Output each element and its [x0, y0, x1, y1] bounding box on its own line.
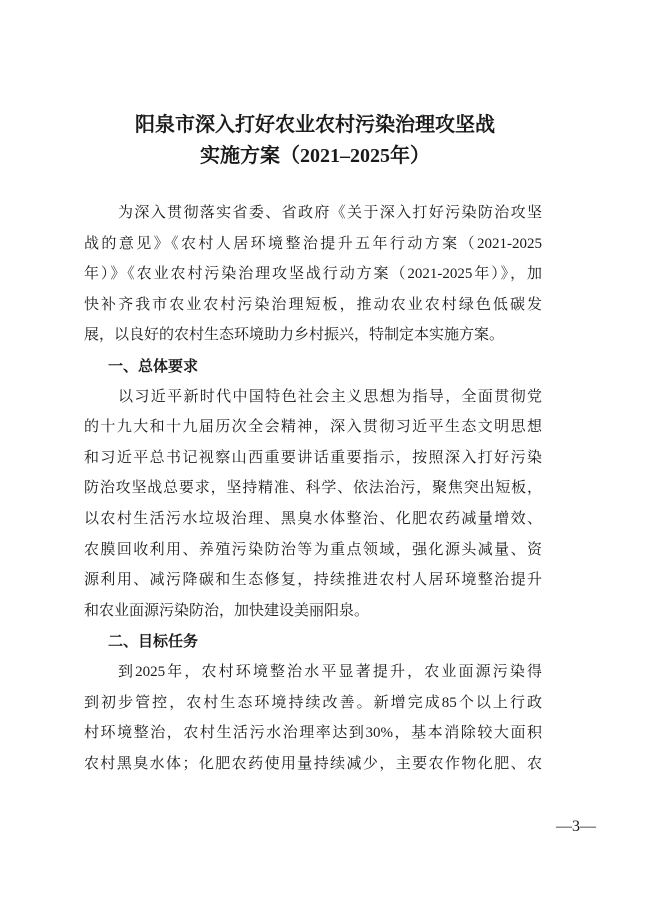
text-line: 到初步管控，农村生态环境持续改善。新增完成85个以上行政 — [84, 694, 542, 711]
document-title-line1: 阳泉市深入打好农业农村污染治理攻坚战 — [135, 114, 495, 136]
page-number: —3— — [556, 818, 596, 835]
text-line: 村环境整治，农村生活污水治理率达到30%，基本消除较大面积 — [84, 725, 542, 742]
text-line: 以农村生活污水垃圾治理、黑臭水体整治、化肥农药减量增效、 — [84, 510, 542, 527]
document-body — [84, 198, 542, 779]
text-line: 源利用、减污降碳和生态修复，持续推进农村人居环境整治提升 — [84, 572, 542, 589]
text-line: 农村黑臭水体；化肥农药使用量持续减少，主要农作物化肥、农 — [84, 755, 542, 772]
text-line: 战的意见》《农村人居环境整治提升五年行动方案（2021-2025 — [84, 235, 542, 252]
text-line: 展，以良好的农村生态环境助力乡村振兴，特制定本实施方案。 — [84, 327, 505, 344]
text-line: 以习近平新时代中国特色社会主义思想为指导，全面贯彻党 — [118, 388, 542, 405]
text-line: 防治攻坚战总要求，坚持精准、科学、依法治污，聚焦突出短板， — [84, 480, 542, 497]
section-heading-general-requirements: 一、总体要求 — [108, 356, 199, 375]
document-title-line2: 实施方案（2021–2025年） — [200, 145, 430, 167]
text-line: 年）》《农业农村污染治理攻坚战行动方案（2021-2025年）》，加 — [84, 266, 542, 283]
text-line: 的十九大和十九届历次全会精神，深入贯彻习近平生态文明思想 — [84, 419, 542, 436]
text-line: 到2025年，农村环境整治水平显著提升，农业面源污染得 — [118, 663, 542, 680]
text-line: 为深入贯彻落实省委、省政府《关于深入打好污染防治攻坚 — [118, 205, 542, 221]
text-line: 和农业面源污染防治，加快建设美丽阳泉。 — [84, 602, 370, 619]
text-line: 快补齐我市农业农村污染治理短板，推动农业农村绿色低碳发 — [84, 296, 542, 313]
text-line: 农膜回收利用、养殖污染防治等为重点领域，强化源头减量、资 — [84, 541, 542, 558]
text-line: 和习近平总书记视察山西重要讲话重要指示，按照深入打好污染 — [84, 449, 542, 466]
section-heading-targets: 二、目标任务 — [108, 632, 199, 651]
